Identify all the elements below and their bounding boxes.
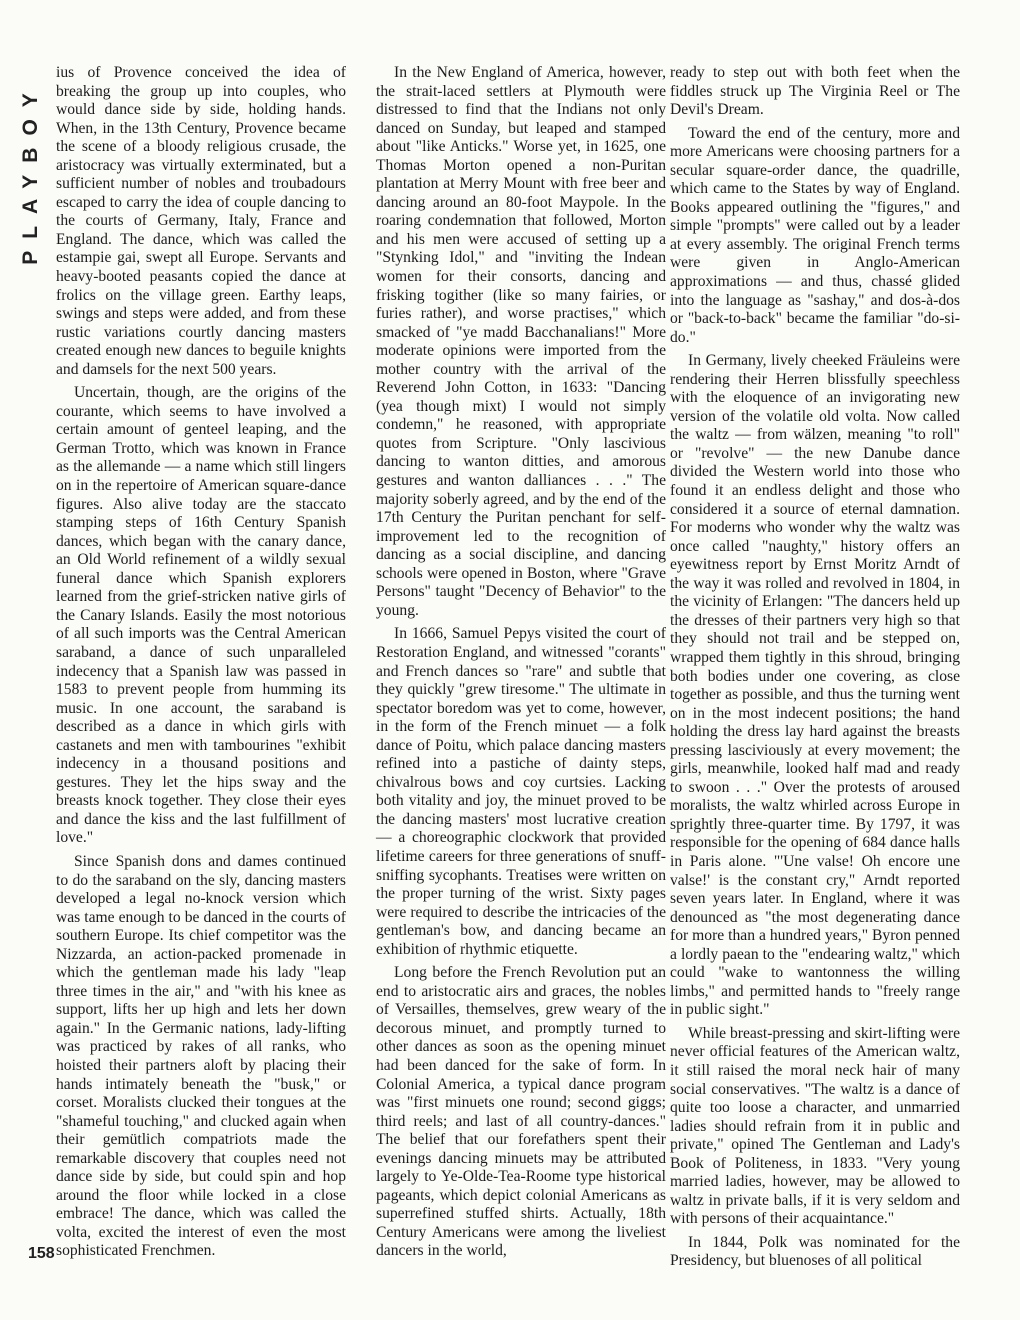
paragraph: ius of Provence conceived the idea of breaking the group up into couples, who would dance side by side, holding hands. When, in the 13th Century, Provence became the scene of a bloody religious crusade, the aristocracy was virtually exterminated, but a sufficient number of nobles and troubadours escaped to carry the idea of couple dancing to the courts of Germany, Italy, France and England. The dance, which was called the estampie gai, swept all Europe. Servants and heavy-booted peasants copied the dance at frolics on the village green. Earthy leaps, swings and steps were added, and from these rustic variations courtly dancing masters created enough new dances to beguile knights and damsels for the next 500 years. (56, 64, 346, 378)
column-3 (670, 64, 960, 1276)
masthead (14, 58, 48, 288)
column-2 (376, 64, 666, 1266)
paragraph: Since Spanish dons and dames continued to do the saraband on the sly, dancing masters developed a legal no-knock version which was tame enough to be danced in the courts of southern Europe. Its chief competitor was the Nizzarda, an action-packed promenade in which the gentleman made his lady "leap three times in the air," and "with his knee as support, lifts her up high and lets her down again." In the Germanic nations, lady-lifting was practiced by rakes of all ranks, who hoisted their partners aloft by placing their hands intimately beneath the "busk," or corset. Moralists clucked their tongues at the "shameful touching," and clucked again when their gemütlich compatriots made the remarkable discovery that couples need not dance side by side, but could spin and hop around the floor while locked in a close embrace! The dance, which was called the volta, excited the interest of even the most sophisticated Frenchmen. (56, 852, 346, 1260)
paragraph: In Germany, lively cheeked Fräuleins were rendering their Herren blissfully speechless with the eloquence of an invigorating new version of the volatile old volta. Now called the waltz — from wälzen, meaning "to roll" or "revolve" — the new Danube dance divided the Western world into those who found it an endless delight and those who considered it a source of eternal damnation. For moderns who wonder why the waltz was once called "naughty," history offers an eyewitness report by Ernst Moritz Arndt of the way it was rolled and revolved in 1804, in the vicinity of Erlangen: "The dancers held up the dresses of their partners very high so that they should not trail and be stepped on, wrapped them tightly in this shroud, bringing both bodies under one covering, as close together as possible, and thus the turning went on in the most indecent positions; the hand holding the dress lay hard against the breasts pressing lasciviously at every movement; the girls, meanwhile, looked half mad and ready to swoon . . ." Over the protests of aroused moralists, the waltz whirled across Europe in sprightly three-quarter time. By 1797, it was responsible for the opening of 684 dance halls in Paris alone. "'Une valse! Oh encore une valse!' is the constant cry," Arndt reported seven years later. In England, where it was denounced as "the most degenerating dance for more than a hundred years," Byron penned a lordly paean to the "endearing waltz," which could "wake to wantonness the willing limbs," and permitted hands to "freely range in public sight." (670, 352, 960, 1019)
paragraph: In the New England of America, however, the strait-laced settlers at Plymouth were distressed to find that the Indians not only danced on Sunday, but leaped and stamped about "like Anticks." Worse yet, in 1625, one Thomas Morton opened a non-Puritan plantation at Merry Mount with free beer and dancing around an 80-foot Maypole. In the roaring condemnation that followed, Morton and his men were accused of setting up a "Stynking Idol," and "inviting the Indean women for their consorts, dancing and frisking togither (like so many fairies, or furies rather), and worse practises," which smacked of "ye madd Bacchanalians!" More moderate opinions were imported from the mother country with the arrival of the Reverend John Cotton, in 1633: "Dancing (yea though mixt) I would not simply condemn," he reasoned, with appropriate quotes from Scripture. "Only lascivious dancing to wanton ditties, and amorous gestures and wanton dalliances . . ." The majority soberly agreed, and by the end of the 17th Century the Puritan penchant for self-improvement led to the recognition of dancing as a social discipline, and dancing schools were opened in Boston, where "Grave Persons" taught "Decency of Behavior" to the young. (376, 64, 666, 619)
paragraph: Toward the end of the century, more and more Americans were choosing partners for a secular square-order dance, the quadrille, which came to the States by way of England. Books appeared outlining the "figures," and simple "prompts" were called out by a leader at every assembly. The original French terms were given in Anglo-American approximations — and thus, chassé glided into the language as "sashay," and dos-à-dos or "back-to-back" became the familiar "do-si-do." (670, 124, 960, 346)
column-1 (56, 64, 346, 1266)
masthead-text: PLAYBOY (19, 81, 42, 265)
paragraph: While breast-pressing and skirt-lifting were never official features of the American waltz, it still raised the moral neck hair of many social conservatives. "The waltz is a dance of quite too loose a character, and unmarried ladies should refrain from it in public and private," opined The Gentleman and Lady's Book of Politeness, in 1833. "Very young married ladies, however, may be allowed to waltz in private balls, if it is very seldom and with persons of their acquaintance." (670, 1024, 960, 1228)
page-number: 158 (28, 1245, 55, 1262)
paragraph: Long before the French Revolution put an end to aristocratic airs and graces, the nobles of Versailles, themselves, grew weary of the decorous minuet, and promptly turned to other dances as soon as the opening minuet had been danced for the sake of form. In Colonial America, a typical dance program was "first minuets one round; second giggs; third reels; and last of all country-dances." The belief that our forefathers spent their evenings dancing minuets may be attributed largely to Ye-Olde-Tea-Roome type historical pageants, which depict colonial Americans as superrefined stuffed shirts. Actually, 18th Century Americans were among the liveliest dancers in the world, (376, 964, 666, 1260)
paragraph: In 1666, Samuel Pepys visited the court of Restoration England, and witnessed "corants" and French dances so "rare" and subtle that they quickly "grew tiresome." The ultimate in spectator boredom was yet to come, however, in the form of the French minuet — a folk dance of Poitu, which palace dancing masters refined into a pastiche of dainty steps, chivalrous bows and coy curtsies. Lacking both vitality and joy, the minuet proved to be the dancing masters' most lucrative creation — a choreographic clockwork that provided lifetime careers for three generations of snuff-sniffing sycophants. Treatises were written on the proper turning of the wrist. Sixty pages were required to describe the intricacies of the gentleman's bow, and dancing became an exhibition of rhythmic etiquette. (376, 625, 666, 958)
paragraph: Uncertain, though, are the origins of the courante, which seems to have involved a certain amount of genteel leaping, and the German Trotto, which was known in France as the allemande — a name which still lingers on in the repertoire of American square-dance figures. Also alive today are the staccato stamping steps of 16th Century Spanish dances, which began with the canary dance, an Old World refinement of a wildly sexual funeral dance which Spanish explorers learned from the grief-stricken native girls of the Canary Islands. Easily the most notorious of all such imports was the Central American saraband, a dance of such unparalleled indecency that a Spanish law was passed in 1583 to prevent people from humming its music. In one account, the saraband is described as a dance in which girls with castanets and men with tambourines "exhibit indecency in a thousand positions and gestures. They let the hips sway and the breasts knock together. They close their eyes and dance the kiss and the last fulfillment of love." (56, 384, 346, 847)
paragraph: In 1844, Polk was nominated for the Presidency, but bluenoses of all political (670, 1233, 960, 1270)
paragraph: ready to step out with both feet when the fiddles struck up The Virginia Reel or The Devil's Dream. (670, 64, 960, 119)
